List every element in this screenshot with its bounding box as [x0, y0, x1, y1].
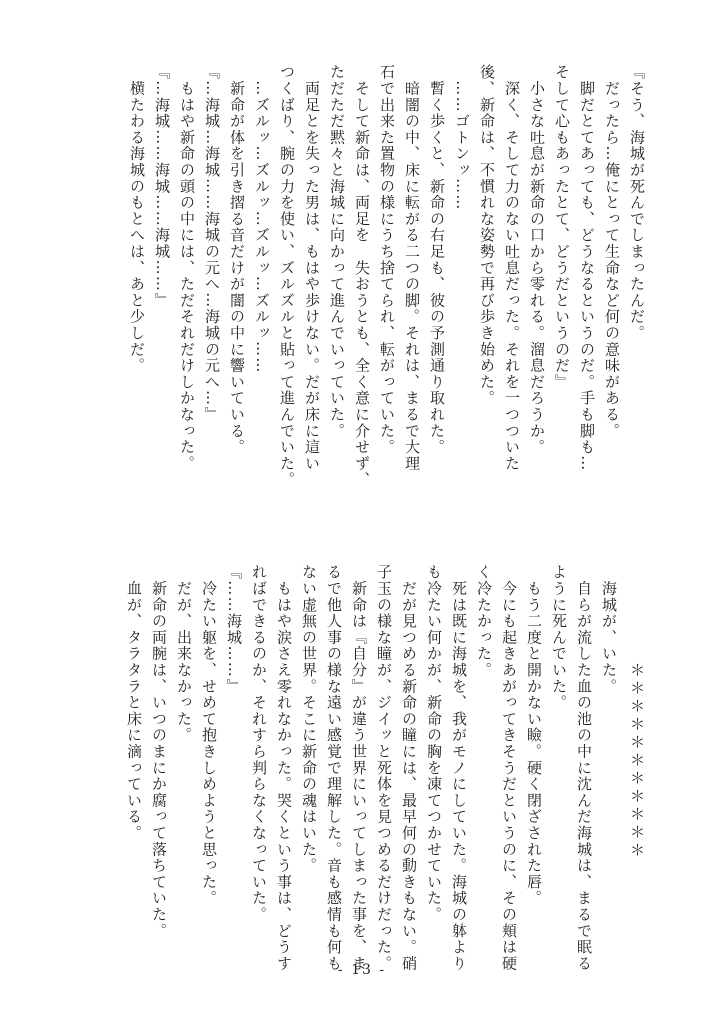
- text-column: 新命は『自分』が違う世界にいってしまった事を、ま: [350, 564, 368, 972]
- text-column: 新命の両腕は、いつのまにか腐って落ちていた。: [150, 564, 168, 939]
- text-column: 石で出来た置物の様にうち捨てられ、転がっていた。: [378, 64, 396, 456]
- text-column: 『…海城…海城……海城の元へ…海城の元へ…』: [203, 64, 221, 423]
- text-column: そして新命は、両足を 失おうとも、全く意に介せず、: [353, 64, 371, 488]
- text-column: だが、出来なかった。: [175, 564, 193, 744]
- text-column: も冷たい何かが、新命の胸を凍てつかせていた。: [425, 564, 443, 923]
- text-column: 『……海城……』: [225, 564, 243, 695]
- text-column: もはや涙さえ零れなかった。哭くという事は、どうす: [275, 564, 293, 972]
- page-number: - 13 -: [337, 962, 387, 978]
- text-column: るで他人事の様な遠い感覚で理解した。音も感情も何も: [325, 564, 343, 972]
- text-column: 自らが流した血の池の中に沈んだ海城は、まるで眠る: [575, 564, 593, 972]
- text-column: 暫く歩くと、新命の右足も、彼の予測通り取れた。: [428, 64, 446, 456]
- section-separator: ＊＊＊＊＊＊＊＊＊＊＊: [628, 662, 646, 860]
- text-column: 子玉の様な瞳が、ジイッと死体を見つめるだけだった。: [375, 564, 393, 972]
- text-column: ……ゴトンッ……: [453, 64, 471, 211]
- text-column: 脚だとてあっても、どうなるというのだ。手も脚も…: [578, 64, 596, 472]
- text-column: 横たわる海城のもとへは、あと少しだ。: [128, 64, 146, 374]
- text-column: …ズルッ…ズルッ…ズルッ…ズルッ……: [253, 64, 271, 374]
- text-column: ように死んでいた。: [550, 564, 568, 711]
- text-column: 今にも起きあがってきそうだというのに、その頬は硬: [500, 564, 518, 972]
- text-column: く冷たかった。: [475, 564, 493, 679]
- text-column: 後、新命は、不慣れな姿勢で再び歩き始めた。: [478, 64, 496, 407]
- text-column: 死は既に海城を、我がモノにしていた。海城の躰より: [450, 564, 468, 972]
- text-column: そして心もあったとて、どうだというのだ』: [553, 64, 571, 390]
- text-column: だが見つめる新命の瞳には、最早何の動きもない。硝: [400, 564, 418, 972]
- text-column: 新命が体を引き摺る音だけが闇の中に響いている。: [228, 64, 246, 456]
- text-column: 深く、そして力のない吐息だった。それを一つついた: [503, 64, 521, 472]
- text-column: つくばり、腕の力を使い、ズルズルと貼って進んでいた。: [278, 64, 296, 488]
- text-column: 『…海城……海城……海城……』: [153, 64, 171, 309]
- text-column: もう二度と開かない瞼。硬く閉ざされた唇。: [525, 564, 543, 907]
- text-column: 冷たい躯を、せめて抱きしめようと思った。: [200, 564, 218, 907]
- text-column: ればできるのか、それすら判らなくなっていた。: [250, 564, 268, 923]
- text-column: もはや新命の頭の中には、ただそれだけしかなった。: [178, 64, 196, 472]
- text-column: 小さな吐息が新命の口から零れる。溜息だろうか。: [528, 64, 546, 456]
- text-column: 暗闇の中、床に転がる二つの脚。それは、まるで大理: [403, 64, 421, 472]
- text-column: ない虚無の世界。そこに新命の魂はいた。: [300, 564, 318, 874]
- text-column: 両足とを失った男は、もはや歩けない。だが床に這い: [303, 64, 321, 472]
- text-column: 『そう、海城が死んでしまったんだ。: [628, 64, 646, 342]
- text-column: だったら…俺にとって生命など何の意味がある。: [603, 64, 621, 439]
- text-column: ただただ黙々と海城に向かって進んでいっていた。: [328, 64, 346, 439]
- text-column: 血が、タラタラと床に滴っている。: [125, 564, 143, 842]
- text-column: 海城が、いた。: [600, 564, 618, 695]
